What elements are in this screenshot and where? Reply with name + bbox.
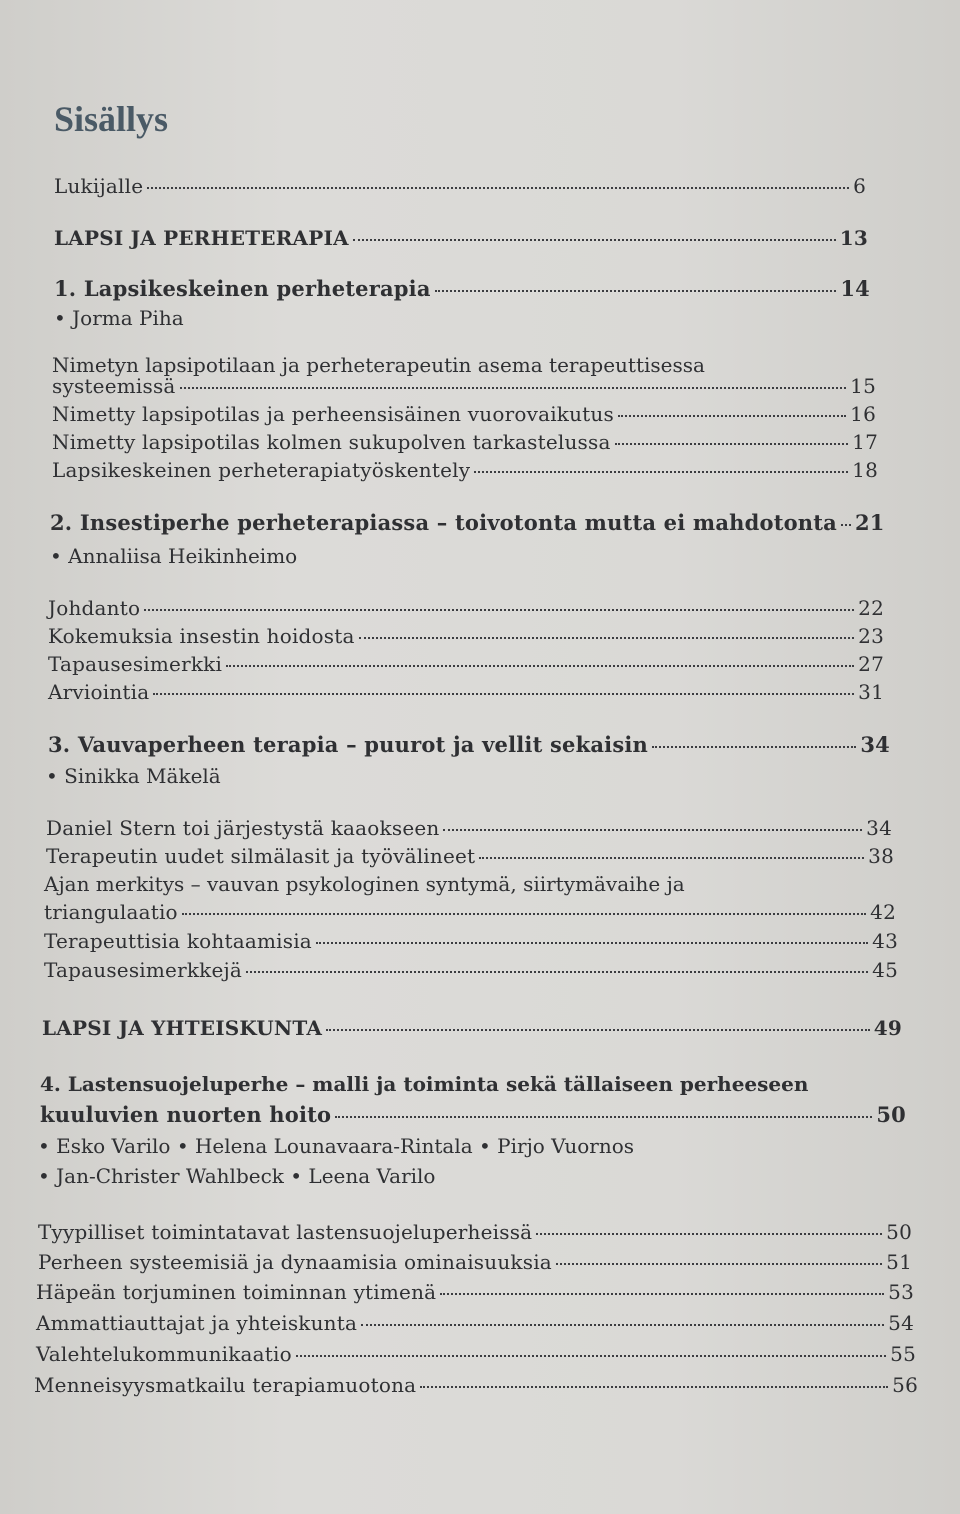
leader-dots (153, 693, 854, 695)
toc-label: Menneisyysmatkailu terapiamuotona (34, 1373, 417, 1397)
leader-dots (353, 239, 836, 241)
toc-page: 45 (872, 958, 898, 982)
leader-dots (316, 942, 868, 944)
leader-dots (556, 1263, 882, 1265)
toc-label: Lukijalle (54, 174, 144, 198)
toc-label: Nimetty lapsipotilas ja perheensisäinen vuorovaikutus (52, 402, 614, 426)
toc-label: 3. Vauvaperheen terapia – puurot ja vellit sekaisin (48, 732, 648, 757)
leader-dots (536, 1233, 882, 1235)
toc-item (48, 624, 884, 648)
toc-item (48, 680, 884, 704)
toc-item (48, 652, 884, 676)
leader-dots (226, 665, 854, 667)
toc-label: Johdanto (48, 596, 141, 620)
toc-label: systeemissä (52, 374, 176, 398)
chapter-4-authors-line1: • Esko Varilo • Helena Lounavaara-Rintala • Pirjo Vuornos (38, 1134, 635, 1158)
toc-item (52, 458, 878, 482)
toc-label: Arviointia (48, 680, 150, 704)
toc-item (44, 929, 898, 953)
leader-dots (440, 1293, 884, 1295)
leader-dots (144, 609, 854, 611)
toc-chapter-1 (54, 276, 870, 301)
toc-entry-intro (54, 174, 866, 198)
toc-page: 50 (876, 1102, 906, 1127)
toc-item (38, 1220, 912, 1244)
toc-label: Valehtelukommunikaatio (36, 1342, 292, 1366)
toc-page: 51 (886, 1250, 912, 1274)
toc-page: 6 (853, 174, 866, 198)
page-title: Sisällys (54, 99, 169, 139)
toc-label: Häpeän torjuminen toiminnan ytimenä (36, 1280, 437, 1304)
toc-label: Perheen systeemisiä ja dynaamisia ominaisuuksia (38, 1250, 552, 1274)
toc-page: 50 (886, 1220, 912, 1244)
chapter-1-author: • Jorma Piha (54, 306, 184, 330)
toc-page: 38 (868, 844, 894, 868)
toc-item (36, 1342, 916, 1366)
leader-dots (180, 387, 847, 389)
toc-page: 49 (873, 1016, 902, 1040)
leader-dots (618, 415, 846, 417)
toc-label: Ammattiauttajat ja yhteiskunta (36, 1311, 358, 1335)
toc-page: 53 (888, 1280, 914, 1304)
toc-page: 55 (890, 1342, 916, 1366)
toc-item (52, 402, 876, 426)
toc-label: Tapausesimerkki (48, 652, 223, 676)
leader-dots (420, 1386, 888, 1388)
toc-item (46, 816, 892, 840)
toc-label: 1. Lapsikeskeinen perheterapia (54, 276, 431, 301)
toc-chapter-2 (50, 510, 885, 535)
toc-page: 21 (854, 510, 885, 535)
leader-dots (361, 1324, 884, 1326)
leader-dots (474, 471, 848, 473)
toc-item-line1: Nimetyn lapsipotilaan ja perheterapeutin asema terapeuttisessa (52, 353, 705, 377)
leader-dots (615, 443, 849, 445)
toc-part-1 (54, 226, 868, 250)
toc-label: 2. Insestiperhe perheterapiassa – toivotonta mutta ei mahdotonta (50, 510, 837, 535)
toc-item (48, 596, 884, 620)
toc-part-2 (42, 1016, 902, 1040)
leader-dots (652, 746, 856, 748)
leader-dots (841, 524, 851, 526)
leader-dots (296, 1355, 886, 1357)
toc-label: Nimetty lapsipotilas kolmen sukupolven tarkastelussa (52, 430, 611, 454)
toc-item-line1: Ajan merkitys – vauvan psykologinen syntymä, siirtymävaihe ja (44, 872, 685, 896)
toc-item (44, 958, 898, 982)
toc-page: 13 (839, 226, 868, 250)
toc-item (38, 1250, 912, 1274)
toc-item (34, 1373, 918, 1397)
leader-dots (443, 829, 862, 831)
toc-item (52, 374, 876, 398)
toc-page: 56 (892, 1373, 918, 1397)
toc-page: 16 (850, 402, 876, 426)
toc-page: 27 (858, 652, 884, 676)
leader-dots (147, 187, 849, 189)
toc-label: triangulaatio (44, 900, 178, 924)
toc-item (52, 430, 878, 454)
toc-item (36, 1280, 914, 1304)
leader-dots (182, 913, 866, 915)
toc-label: kuuluvien nuorten hoito (40, 1102, 332, 1127)
toc-label: Kokemuksia insestin hoidosta (48, 624, 355, 648)
leader-dots (335, 1116, 872, 1118)
leader-dots (479, 857, 864, 859)
toc-page: 23 (858, 624, 884, 648)
toc-label: Terapeutin uudet silmälasit ja työvälineet (46, 844, 476, 868)
toc-label: Tyypilliset toimintatavat lastensuojeluperheissä (38, 1220, 533, 1244)
toc-page: 17 (852, 430, 878, 454)
toc-page: 15 (850, 374, 876, 398)
toc-item (44, 900, 896, 924)
leader-dots (359, 637, 855, 639)
toc-label: LAPSI JA PERHETERAPIA (54, 226, 349, 250)
leader-dots (435, 290, 837, 292)
toc-item (36, 1311, 914, 1335)
toc-page: 18 (852, 458, 878, 482)
toc-page: 54 (888, 1311, 914, 1335)
toc-page: 34 (866, 816, 892, 840)
chapter-2-author: • Annaliisa Heikinheimo (50, 544, 298, 568)
chapter-3-author: • Sinikka Mäkelä (46, 764, 221, 788)
toc-page: 34 (860, 732, 890, 757)
toc-label: Terapeuttisia kohtaamisia (44, 929, 312, 953)
toc-page: 14 (840, 276, 870, 301)
toc-chapter-4-line1: 4. Lastensuojeluperhe – malli ja toiminta sekä tällaiseen perheeseen (40, 1072, 809, 1096)
toc-chapter-3 (48, 732, 890, 757)
toc-page: 43 (872, 929, 898, 953)
toc-chapter-4 (40, 1102, 906, 1127)
leader-dots (246, 971, 868, 973)
leader-dots (326, 1029, 870, 1031)
toc-label: Daniel Stern toi järjestystä kaaokseen (46, 816, 440, 840)
toc-label: LAPSI JA YHTEISKUNTA (42, 1016, 323, 1040)
toc-item (46, 844, 894, 868)
chapter-4-authors-line2: • Jan-Christer Wahlbeck • Leena Varilo (38, 1164, 436, 1188)
toc-label: Tapausesimerkkejä (44, 958, 243, 982)
toc-page: 42 (870, 900, 896, 924)
toc-label: Lapsikeskeinen perheterapiatyöskentely (52, 458, 471, 482)
toc-page: 22 (858, 596, 884, 620)
toc-page: 31 (858, 680, 884, 704)
